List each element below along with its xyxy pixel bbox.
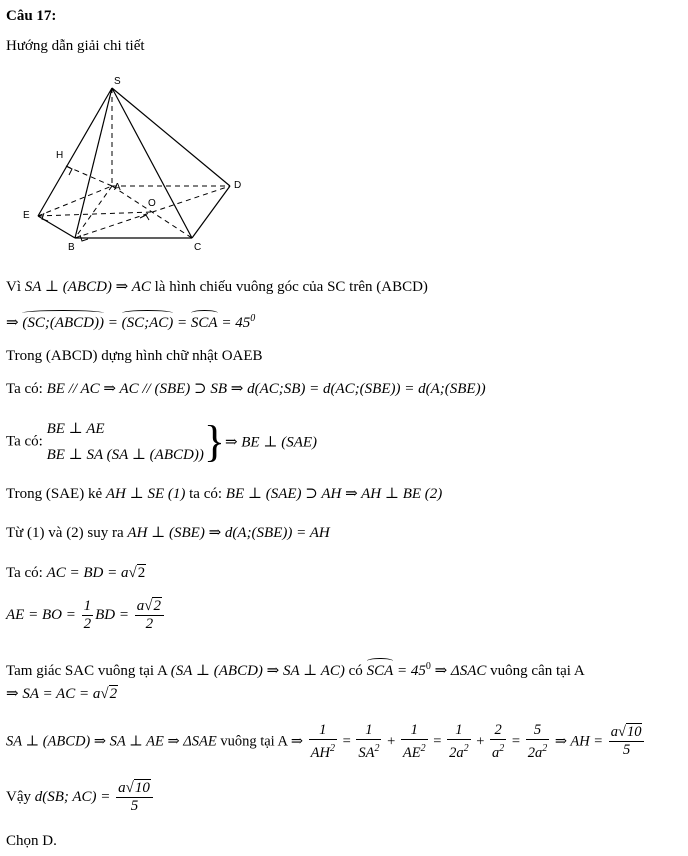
question-title: Câu 17: [6, 8, 57, 24]
line-7: Từ (1) và (2) suy ra AH ⊥ (SBE) ⇒ d(A;(SBE)) = AH [6, 525, 330, 541]
line-6: Trong (SAE) kẻ AH ⊥ SE (1) ta có: BE ⊥ (SAE) ⊃ AH ⇒ AH ⊥ BE (2) [6, 486, 443, 502]
line-12: SA ⊥ (ABCD) ⇒ SA ⊥ AE ⇒ ΔSAE vuông tại A ⇒ $\frac{1}{AH^2}$ = $\frac{1}{SA^2}$ + $\frac{1}{AE^2}$ = $\frac{1}{2a^2}$ + $\frac{2}{a^2}$ = $\frac{5}{2a^2}$ ⇒ AH = $\frac{a√10}{5}$ [6, 722, 646, 762]
line-1: Vì SA ⊥ (ABCD) ⇒ AC là hình chiếu vuông góc của SC trên (ABCD) [6, 279, 428, 295]
label-b: B [68, 242, 75, 253]
label-a: A [114, 182, 121, 193]
line-9: AE = BO = $\frac{1}{2}$ BD = $\frac{a√2}{2}$ [6, 598, 166, 633]
label-e: E [23, 210, 30, 221]
line-11: ⇒ SA = AC = a√2 [6, 686, 118, 702]
line-13: Vậy d(SB; AC) = $\frac{a√10}{5}$ [6, 780, 155, 815]
label-s: S [114, 76, 121, 87]
label-o: O [148, 198, 156, 209]
line-3: Trong (ABCD) dựng hình chữ nhật OAEB [6, 348, 263, 364]
line-10: Tam giác SAC vuông tại A (SA ⊥ (ABCD) ⇒ SA ⊥ AC) có SCA = $45^0$ ⇒ ΔSAC vuông cân tại A [6, 661, 585, 679]
line-2: ⇒ (SC;(ABCD)) = (SC;AC) = SCA = $45^0$ [6, 313, 256, 331]
solution-subtitle: Hướng dẫn giải chi tiết [6, 38, 145, 54]
label-d: D [234, 180, 242, 191]
answer-line: Chọn D. [6, 833, 57, 849]
label-h: H [56, 150, 64, 161]
line-5: Ta có: BE ⊥ AE BE ⊥ SA (SA ⊥ (ABCD)) }⇒ BE ⊥ (SAE) [6, 417, 318, 466]
line-4: Ta có: BE // AC ⇒ AC // (SBE) ⊃ SB ⇒ d(AC;SB) = d(AC;(SBE)) = d(A;(SBE)) [6, 381, 486, 397]
label-c: C [194, 242, 202, 253]
pyramid-figure [20, 76, 260, 256]
line-8: Ta có: AC = BD = a√2 [6, 565, 146, 581]
